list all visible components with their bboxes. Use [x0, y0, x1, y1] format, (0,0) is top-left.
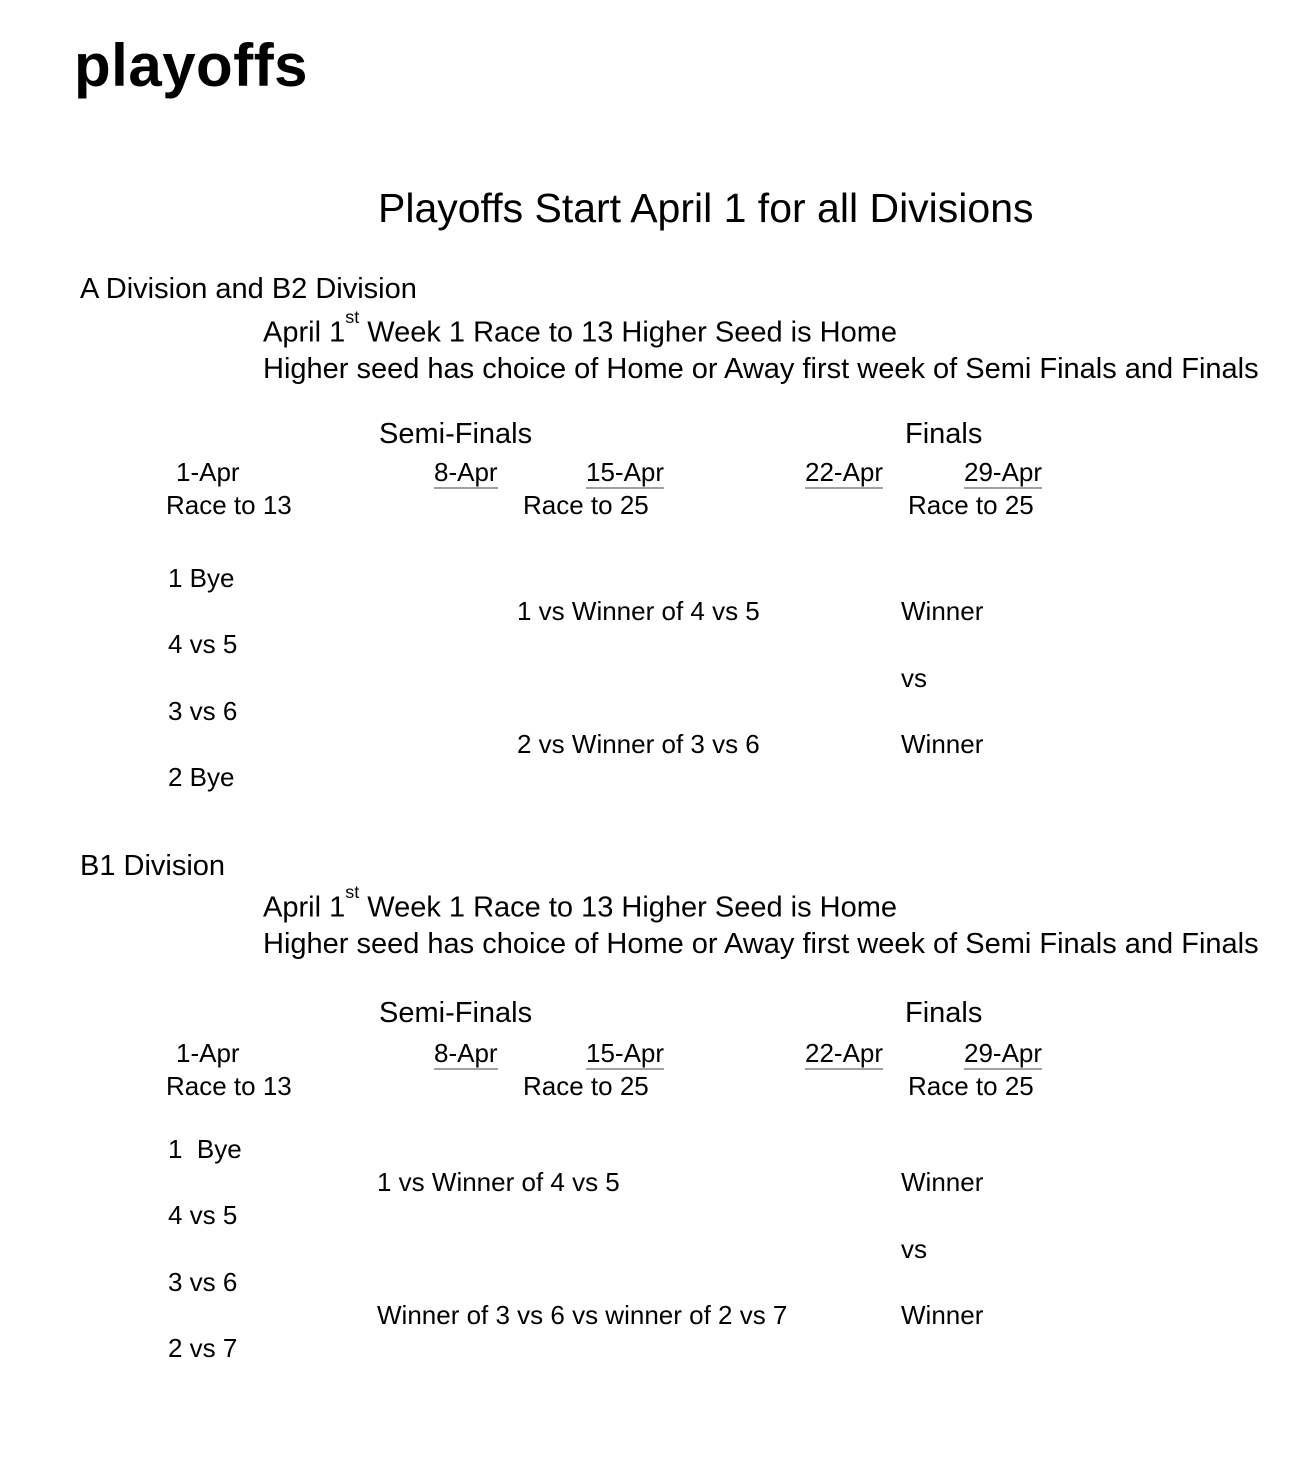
- schedule-note-line1: [263, 881, 898, 924]
- semifinal-match-top: 1 vs Winner of 4 vs 5: [377, 1167, 620, 1197]
- semifinal-match-bottom: 2 vs Winner of 3 vs 6: [517, 729, 760, 759]
- semifinal-match-top: 1 vs Winner of 4 vs 5: [517, 596, 760, 626]
- page-title: playoffs: [74, 32, 309, 99]
- date-1-apr: 1-Apr: [176, 1038, 240, 1068]
- race-finals-label: Race to 25: [908, 1071, 1034, 1101]
- race-finals-label: Race to 25: [908, 490, 1034, 520]
- date-1-apr: 1-Apr: [176, 457, 240, 487]
- race-week1-label: Race to 13: [166, 490, 292, 520]
- superscript-st: st: [345, 881, 360, 902]
- seed-1-bye: 1 Bye: [168, 563, 235, 593]
- date-15-apr: 15-Apr: [586, 1038, 665, 1068]
- seed-4-vs-5: 4 vs 5: [168, 629, 238, 659]
- finals-winner-top: Winner: [901, 1167, 984, 1197]
- finals-vs-label: vs: [901, 1234, 927, 1264]
- semifinals-header: Semi-Finals: [379, 418, 533, 450]
- schedule-note-line2: Higher seed has choice of Home or Away first week of Semi Finals and Finals: [263, 353, 1259, 385]
- finals-header: Finals: [905, 418, 983, 450]
- date-22-apr: 22-Apr: [805, 457, 884, 487]
- note-april-1: April 1: [263, 316, 346, 349]
- seed-1-bye: 1 Bye: [168, 1134, 242, 1164]
- division-name: B1 Division: [80, 850, 226, 882]
- note-rest: Week 1 Race to 13 Higher Seed is Home: [359, 891, 898, 924]
- division-name: A Division and B2 Division: [80, 273, 417, 305]
- finals-header: Finals: [905, 997, 983, 1029]
- finals-vs-label: vs: [901, 663, 927, 693]
- race-semis-label: Race to 25: [523, 1071, 649, 1101]
- race-semis-label: Race to 25: [523, 490, 649, 520]
- finals-winner-bottom: Winner: [901, 1300, 984, 1330]
- date-8-apr: 8-Apr: [434, 1038, 498, 1068]
- main-heading: Playoffs Start April 1 for all Divisions: [378, 185, 1034, 231]
- seed-2-bye: 2 Bye: [168, 762, 235, 792]
- superscript-st: st: [345, 306, 360, 327]
- race-week1-label: Race to 13: [166, 1071, 292, 1101]
- seed-3-vs-6: 3 vs 6: [168, 696, 238, 726]
- date-8-apr: 8-Apr: [434, 457, 498, 487]
- seed-2-vs-7: 2 vs 7: [168, 1333, 238, 1363]
- schedule-note-line2: Higher seed has choice of Home or Away first week of Semi Finals and Finals: [263, 928, 1259, 960]
- finals-winner-top: Winner: [901, 596, 984, 626]
- date-29-apr: 29-Apr: [964, 1038, 1043, 1068]
- note-april-1: April 1: [263, 891, 346, 924]
- date-15-apr: 15-Apr: [586, 457, 665, 487]
- schedule-note-line1: [263, 306, 898, 349]
- seed-3-vs-6: 3 vs 6: [168, 1267, 238, 1297]
- semifinal-match-bottom: Winner of 3 vs 6 vs winner of 2 vs 7: [377, 1300, 788, 1330]
- seed-4-vs-5: 4 vs 5: [168, 1200, 238, 1230]
- note-rest: Week 1 Race to 13 Higher Seed is Home: [359, 316, 898, 349]
- finals-winner-bottom: Winner: [901, 729, 984, 759]
- semifinals-header: Semi-Finals: [379, 997, 533, 1029]
- date-29-apr: 29-Apr: [964, 457, 1043, 487]
- date-22-apr: 22-Apr: [805, 1038, 884, 1068]
